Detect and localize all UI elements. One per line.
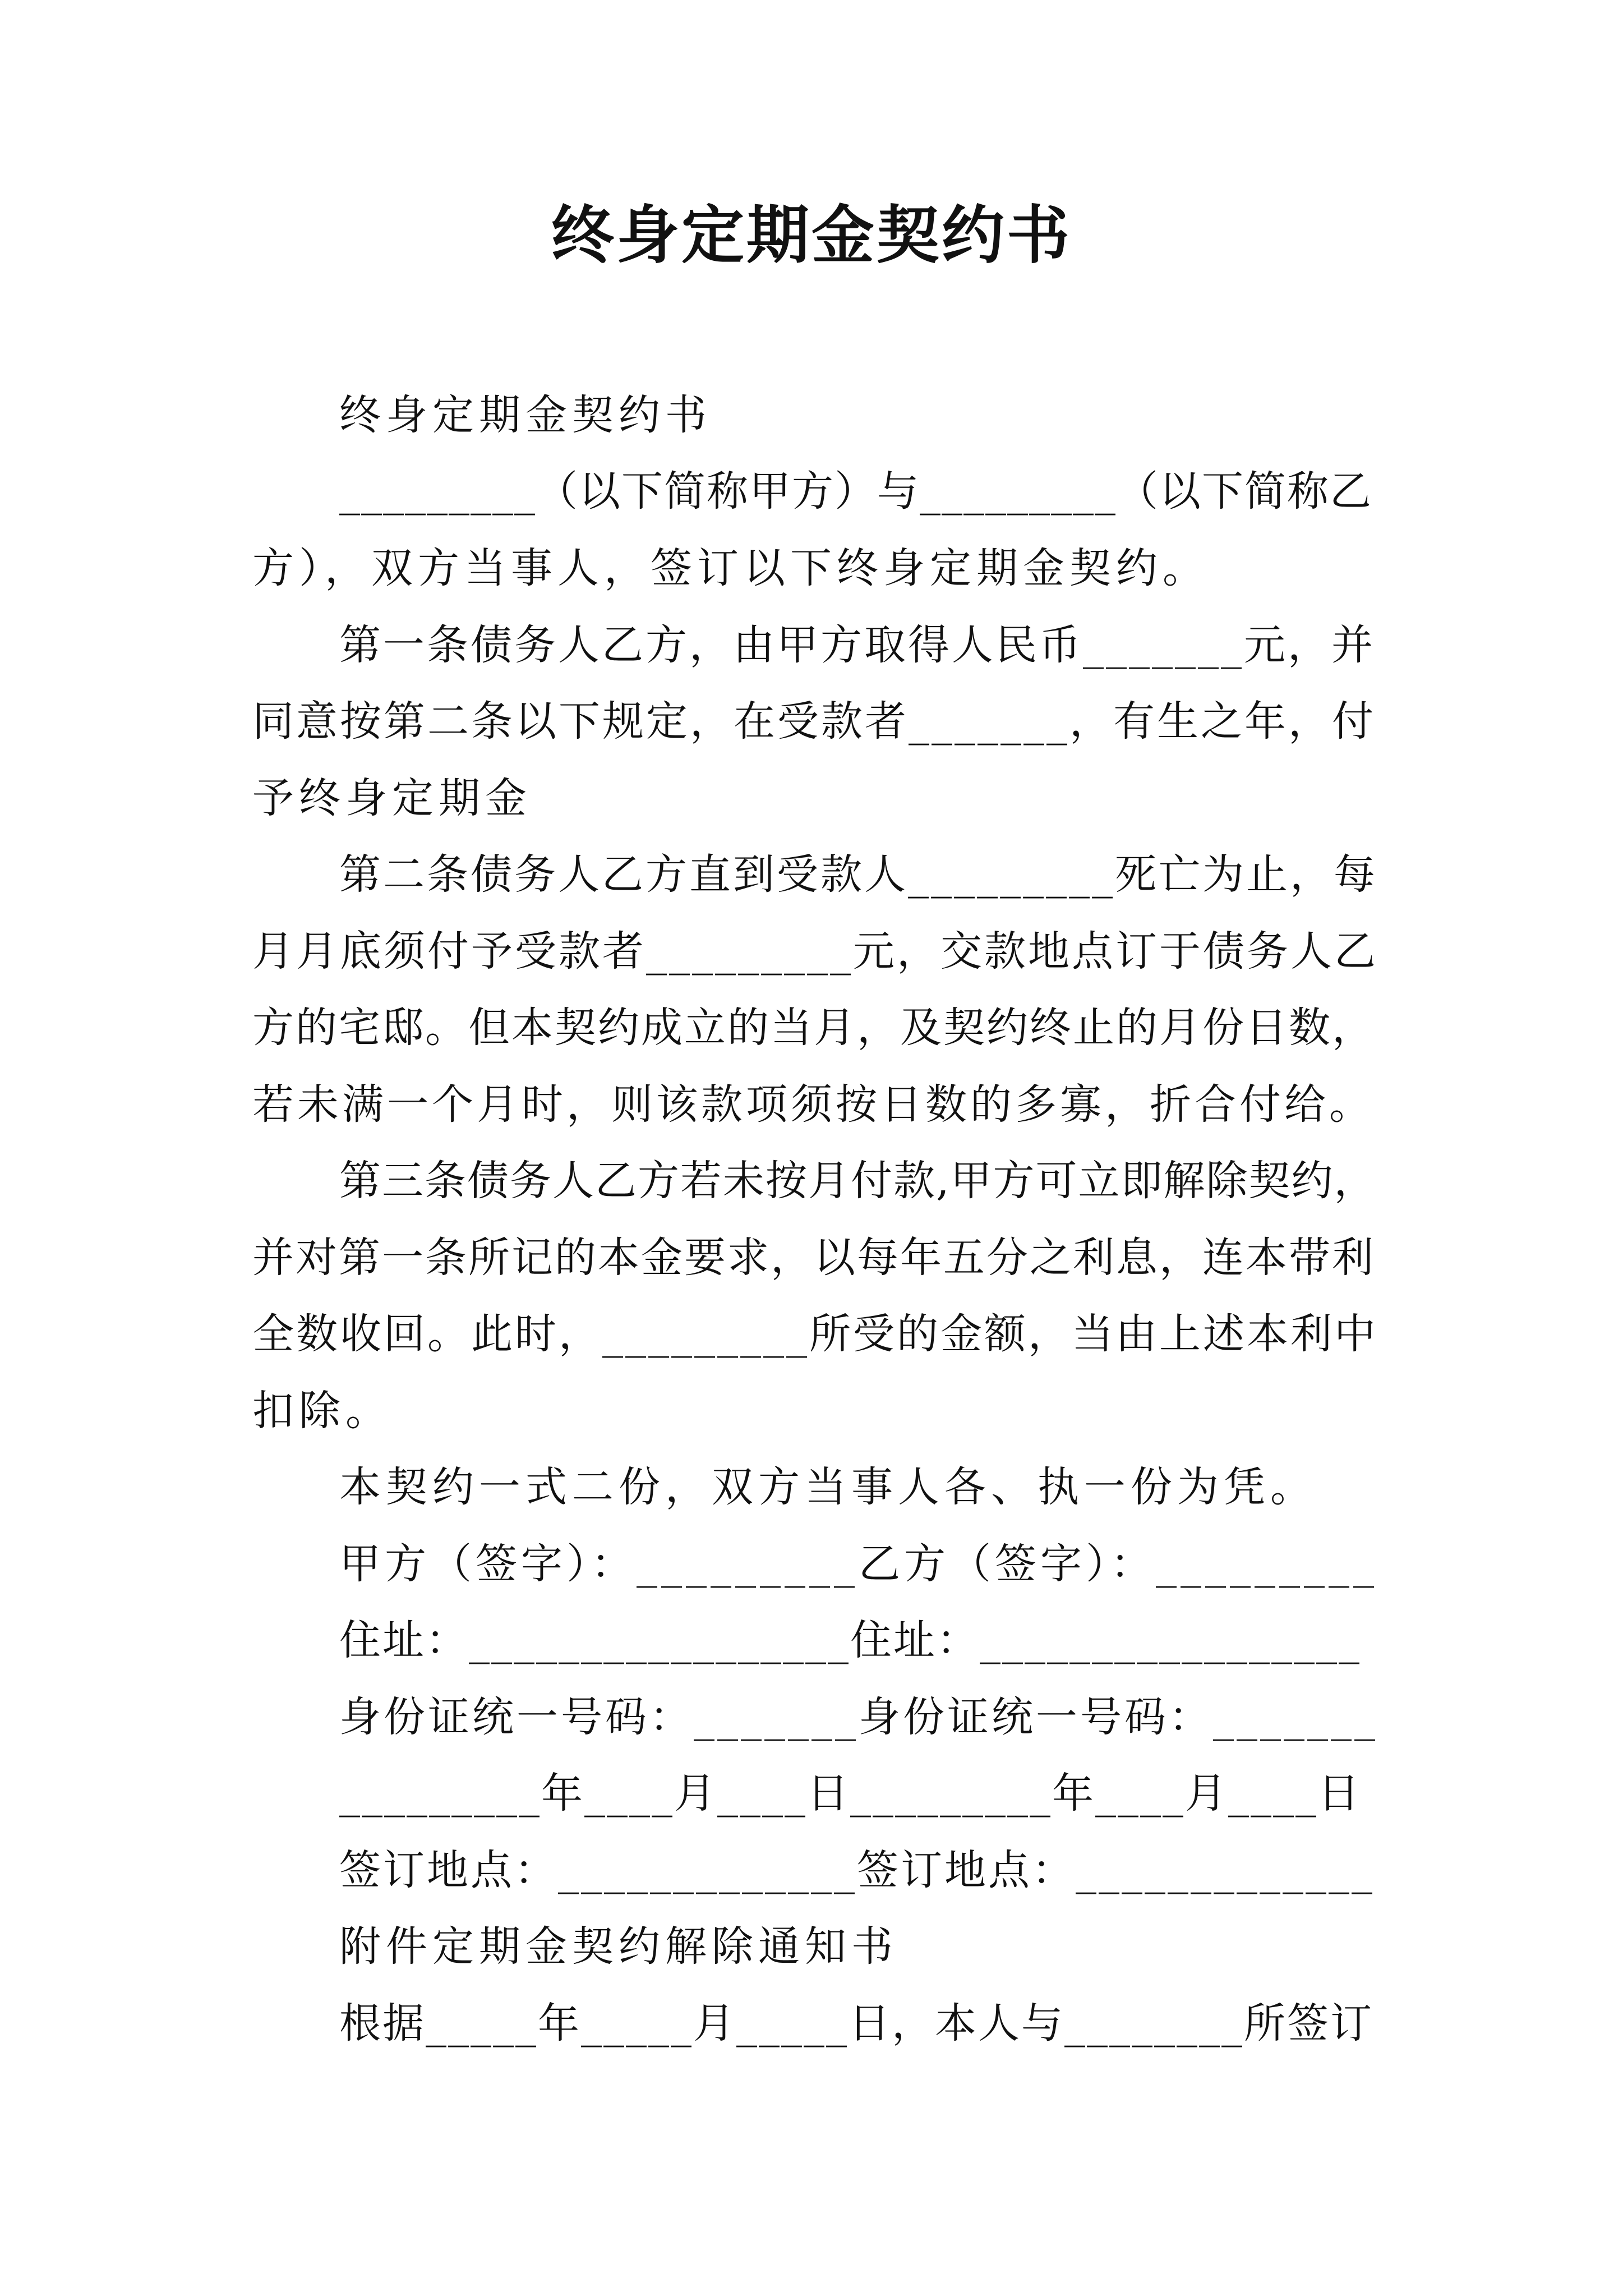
signature-line-id: 身份证统一号码：_______身份证统一号码：_______ — [339, 1693, 1378, 1741]
body-line-4: 第一条债务人乙方，由甲方取得人民币_______元，并 — [339, 621, 1375, 669]
body-line-2: _________（以下简称甲方）与_________（以下简称乙 — [339, 467, 1372, 516]
attachment-heading: 附件定期金契约解除通知书 — [339, 1922, 898, 1971]
body-line-13: 全数收回。此时，_________所受的金额，当由上述本利中 — [252, 1310, 1378, 1358]
signature-line-date: _________年____月____日_________年____月____日 — [339, 1769, 1361, 1818]
body-line-12: 并对第一条所记的本金要求，以每年五分之利息，连本带利 — [252, 1234, 1375, 1282]
body-line-1: 终身定期金契约书 — [339, 391, 712, 439]
body-line-5: 同意按第二条以下规定，在受款者_______，有生之年，付 — [252, 697, 1376, 746]
body-line-6: 予终身定期金 — [252, 774, 532, 822]
body-line-14: 扣除。 — [252, 1387, 392, 1435]
document-title: 终身定期金契约书 — [551, 199, 1072, 272]
attachment-line-1: 根据_____年_____月_____日，本人与________所签订 — [339, 1999, 1373, 2047]
body-line-9: 方的宅邸。但本契约成立的当月，及契约终止的月份日数， — [252, 1004, 1375, 1052]
signature-line-place: 签订地点：_____________签订地点：_____________ — [339, 1846, 1375, 1894]
body-line-7: 第二条债务人乙方直到受款人_________死亡为止，每 — [339, 850, 1377, 899]
signature-line-address: 住址：_________________住址：_________________ — [339, 1616, 1361, 1664]
body-line-11: 第三条债务人乙方若未按月付款,甲方可立即解除契约， — [339, 1157, 1377, 1205]
body-line-15: 本契约一式二份，双方当事人各、执一份为凭。 — [339, 1463, 1317, 1511]
body-line-8: 月月底须付予受款者_________元，交款地点订于债务人乙 — [252, 927, 1378, 976]
body-line-3: 方），双方当事人，签订以下终身定期金契约。 — [252, 544, 1209, 592]
signature-line-parties: 甲方（签字）：_________乙方（签字）：_________ — [339, 1540, 1378, 1588]
body-line-10: 若未满一个月时，则该款项须按日数的多寡，折合付给。 — [252, 1080, 1374, 1129]
